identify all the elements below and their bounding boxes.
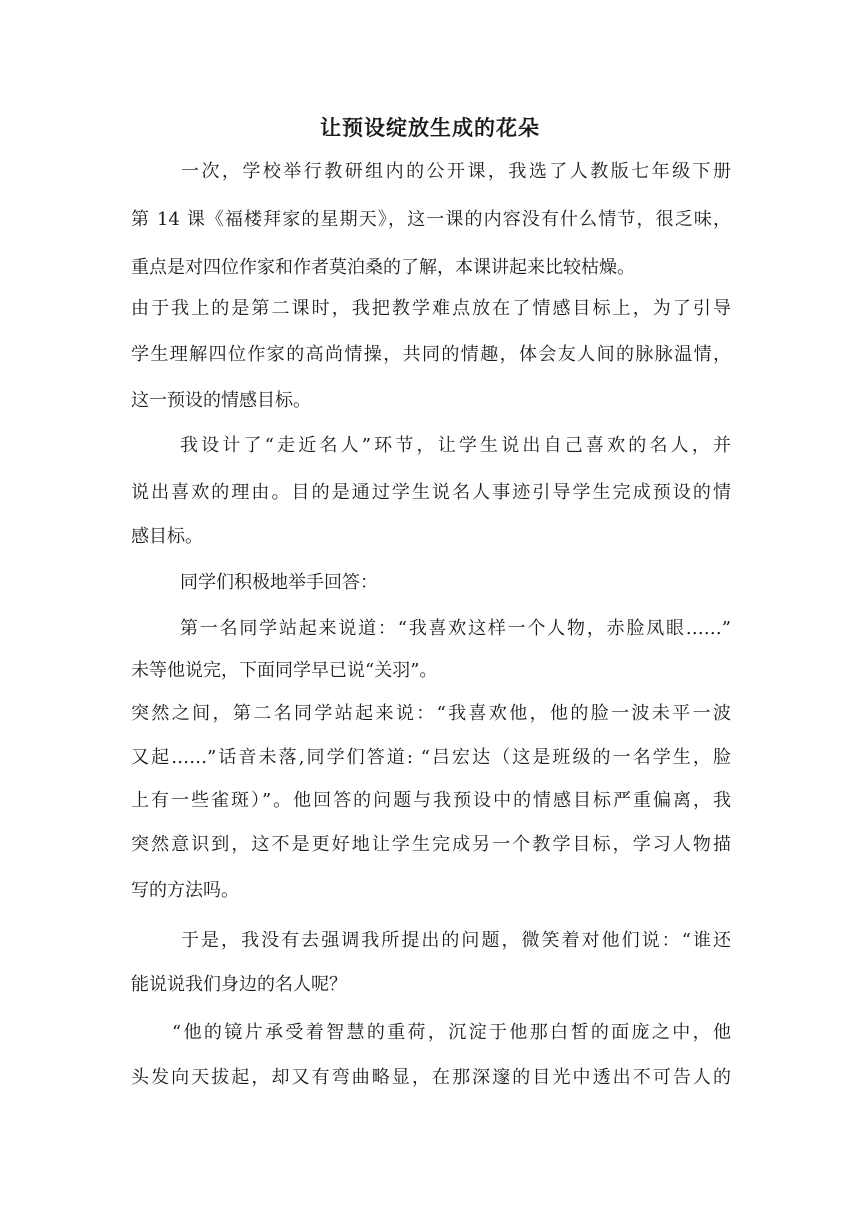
text-line-1: 一次，学校举行教研组内的公开课，我选了人教版七年级下册 — [181, 161, 731, 182]
text-line-8: 说出喜欢的理由。目的是通过学生说名人事迹引导学生完成预设的情 — [131, 482, 731, 503]
text-line-9: 感目标。 — [131, 526, 203, 547]
text-line-12: 未等他说完，下面同学早已说“关羽”。 — [131, 660, 438, 681]
text-line-18: 于是，我没有去强调我所提出的问题，微笑着对他们说：“谁还 — [181, 930, 731, 951]
text-line-15: 上有一些雀斑）”。他回答的问题与我预设中的情感目标严重偏离，我 — [131, 790, 731, 811]
text-line-3: 重点是对四位作家和作者莫泊桑的了解，本课讲起来比较枯燥。 — [131, 257, 635, 278]
text-line-6: 这一预设的情感目标。 — [131, 390, 311, 411]
text-line-20: “他的镜片承受着智慧的重荷，沉淀于他那白皙的面庞之中，他 — [172, 1022, 731, 1043]
text-line-4: 由于我上的是第二课时，我把教学难点放在了情感目标上，为了引导 — [131, 298, 731, 319]
text-line-11: 第一名同学站起来说道：“我喜欢这样一个人物，赤脸凤眼……” — [180, 618, 731, 639]
text-line-7: 我设计了“走近名人”环节，让学生说出自己喜欢的名人，并 — [180, 435, 731, 456]
text-line-19: 能说说我们身边的名人呢？ — [131, 974, 347, 995]
text-line-10: 同学们积极地举手回答： — [180, 572, 378, 593]
text-line-13: 突然之间，第二名同学站起来说：“我喜欢他，他的脸一波未平一波 — [131, 703, 731, 724]
text-line-16: 突然意识到，这不是更好地让学生完成另一个教学目标，学习人物描 — [131, 834, 731, 855]
document-title: 让预设绽放生成的花朵 — [320, 115, 540, 140]
text-line-14: 又起……”话音未落,同学们答道: “吕宏达（这是班级的一名学生，脸 — [131, 747, 731, 768]
text-line-5: 学生理解四位作家的高尚情操，共同的情趣，体会友人间的脉脉温情， — [131, 344, 731, 365]
text-line-21: 头发向天拔起，却又有弯曲略显，在那深邃的目光中透出不可告人的 — [131, 1067, 731, 1088]
text-line-17: 写的方法吗。 — [131, 880, 239, 901]
text-line-2: 第 14 课《福楼拜家的星期天》，这一课的内容没有什么情节，很乏味， — [131, 209, 731, 230]
